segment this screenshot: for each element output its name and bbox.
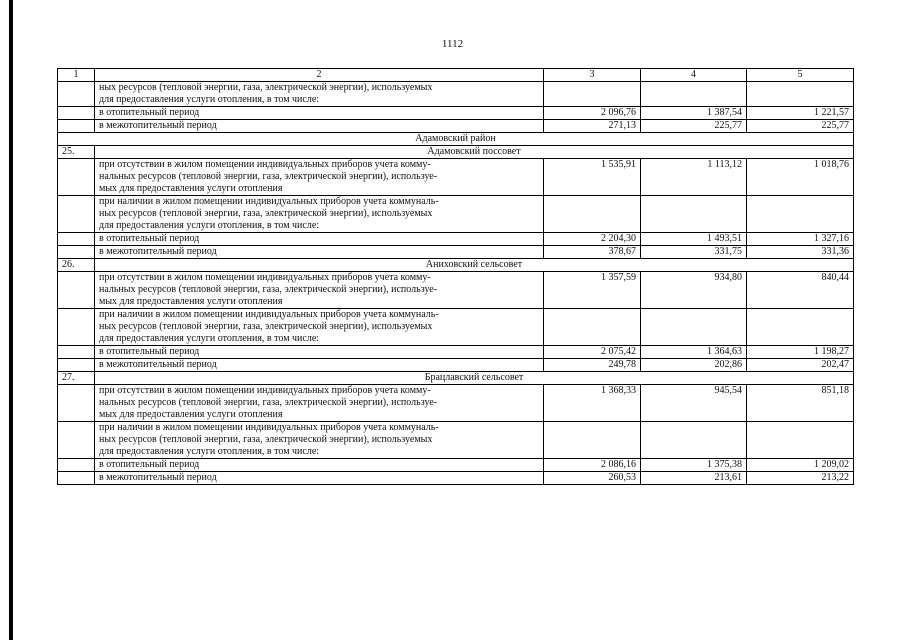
text-line: для предоставления услуги отопления, в том числе: (99, 220, 320, 231)
header-col-1: 1 (58, 69, 95, 82)
row-number (58, 459, 95, 472)
value-cell (544, 196, 641, 233)
row-number (58, 120, 95, 133)
text-line: ных ресурсов (тепловой энергии, газа, электрической энергии), используемых (99, 82, 433, 93)
section-title: Брацлавский сельсовет (95, 372, 854, 385)
value-cell: 1 493,51 (641, 233, 747, 246)
text-line: ных ресурсов (тепловой энергии, газа, электрической энергии), используемых (99, 321, 433, 332)
value-cell (747, 196, 854, 233)
row-number (58, 233, 95, 246)
section-title: Адамовский поссовет (95, 146, 854, 159)
value-cell: 331,36 (747, 246, 854, 259)
table-row (58, 107, 854, 120)
table-row (58, 120, 854, 133)
text-line: нальных ресурсов (тепловой энергии, газа, электрической энергии), используе- (99, 397, 438, 408)
text-line: при наличии в жилом помещении индивидуальных приборов учета коммуналь- (99, 309, 439, 320)
section-number: 27. (58, 372, 95, 385)
value-cell: 1 375,38 (641, 459, 747, 472)
value-cell: 851,18 (747, 385, 854, 422)
row-description (95, 82, 544, 107)
value-cell: 1 209,02 (747, 459, 854, 472)
table-row (58, 272, 854, 309)
text-line: при наличии в жилом помещении индивидуальных приборов учета коммуналь- (99, 422, 439, 433)
header-col-2: 2 (95, 69, 544, 82)
value-cell: 202,47 (747, 359, 854, 372)
text-line: нальных ресурсов (тепловой энергии, газа, электрической энергии), используе- (99, 171, 438, 182)
table-row (58, 359, 854, 372)
section-number: 25. (58, 146, 95, 159)
row-label: в отопительный период (95, 107, 544, 120)
value-cell (641, 82, 747, 107)
row-description (95, 159, 544, 196)
table-row (58, 196, 854, 233)
row-number (58, 359, 95, 372)
row-label: в отопительный период (95, 459, 544, 472)
table-row (58, 82, 854, 107)
row-label: в межотопительный период (95, 246, 544, 259)
value-cell: 249,78 (544, 359, 641, 372)
text-line: ных ресурсов (тепловой энергии, газа, электрической энергии), используемых (99, 434, 433, 445)
header-col-4: 4 (641, 69, 747, 82)
value-cell: 260,53 (544, 472, 641, 485)
value-cell: 840,44 (747, 272, 854, 309)
page-number: 1112 (441, 38, 464, 50)
value-cell: 225,77 (747, 120, 854, 133)
value-cell: 1 221,57 (747, 107, 854, 120)
value-cell (747, 422, 854, 459)
district-title: Адамовский район (58, 133, 854, 146)
row-number (58, 272, 95, 309)
value-cell (544, 422, 641, 459)
section-title-row (58, 259, 854, 272)
text-line: нальных ресурсов (тепловой энергии, газа, электрической энергии), используе- (99, 284, 438, 295)
value-cell (544, 82, 641, 107)
value-cell: 225,77 (641, 120, 747, 133)
table-row (58, 385, 854, 422)
text-line: мых для предоставления услуги отопления (99, 296, 283, 307)
row-number (58, 246, 95, 259)
text-line: мых для предоставления услуги отопления (99, 183, 283, 194)
row-description (95, 196, 544, 233)
value-cell: 2 096,76 (544, 107, 641, 120)
section-number: 26. (58, 259, 95, 272)
row-description (95, 309, 544, 346)
value-cell: 1 113,12 (641, 159, 747, 196)
text-line: при отсутствии в жилом помещении индивидуальных приборов учета комму- (99, 385, 431, 396)
row-number (58, 422, 95, 459)
left-margin-bar (9, 0, 13, 640)
text-line: для предоставления услуги отопления, в том числе: (99, 94, 320, 105)
value-cell: 2 086,16 (544, 459, 641, 472)
table-row (58, 246, 854, 259)
row-number (58, 472, 95, 485)
value-cell: 1 357,59 (544, 272, 641, 309)
value-cell: 2 075,42 (544, 346, 641, 359)
text-line: мых для предоставления услуги отопления (99, 409, 283, 420)
value-cell (641, 422, 747, 459)
table-row (58, 459, 854, 472)
value-cell (544, 309, 641, 346)
row-description (95, 385, 544, 422)
table-row (58, 233, 854, 246)
value-cell: 1 535,91 (544, 159, 641, 196)
row-label: в отопительный период (95, 346, 544, 359)
table-row (58, 309, 854, 346)
tariff-table (57, 68, 854, 485)
value-cell: 213,61 (641, 472, 747, 485)
row-number (58, 385, 95, 422)
row-number (58, 82, 95, 107)
value-cell: 378,67 (544, 246, 641, 259)
value-cell (641, 309, 747, 346)
text-line: ных ресурсов (тепловой энергии, газа, электрической энергии), используемых (99, 208, 433, 219)
section-title-row (58, 372, 854, 385)
row-description (95, 422, 544, 459)
row-label: в межотопительный период (95, 472, 544, 485)
table-row (58, 346, 854, 359)
value-cell: 202,86 (641, 359, 747, 372)
header-col-3: 3 (544, 69, 641, 82)
table-header-row (58, 69, 854, 82)
row-number (58, 196, 95, 233)
row-description (95, 272, 544, 309)
row-label: в отопительный период (95, 233, 544, 246)
table-row (58, 472, 854, 485)
row-label: в межотопительный период (95, 359, 544, 372)
value-cell: 1 368,33 (544, 385, 641, 422)
section-title-row (58, 146, 854, 159)
district-row (58, 133, 854, 146)
row-number (58, 346, 95, 359)
text-line: при отсутствии в жилом помещении индивидуальных приборов учета комму- (99, 272, 431, 283)
section-title: Аниховский сельсовет (95, 259, 854, 272)
value-cell (747, 309, 854, 346)
text-line: для предоставления услуги отопления, в том числе: (99, 333, 320, 344)
value-cell: 331,75 (641, 246, 747, 259)
value-cell: 945,54 (641, 385, 747, 422)
row-number (58, 159, 95, 196)
row-number (58, 107, 95, 120)
table-row (58, 422, 854, 459)
value-cell: 1 387,54 (641, 107, 747, 120)
value-cell: 1 198,27 (747, 346, 854, 359)
value-cell (747, 82, 854, 107)
value-cell: 1 327,16 (747, 233, 854, 246)
row-number (58, 309, 95, 346)
value-cell: 1 018,76 (747, 159, 854, 196)
value-cell: 2 204,30 (544, 233, 641, 246)
header-col-5: 5 (747, 69, 854, 82)
value-cell (641, 196, 747, 233)
row-label: в межотопительный период (95, 120, 544, 133)
text-line: при наличии в жилом помещении индивидуальных приборов учета коммуналь- (99, 196, 439, 207)
value-cell: 213,22 (747, 472, 854, 485)
value-cell: 1 364,63 (641, 346, 747, 359)
value-cell: 271,13 (544, 120, 641, 133)
text-line: при отсутствии в жилом помещении индивидуальных приборов учета комму- (99, 159, 431, 170)
value-cell: 934,80 (641, 272, 747, 309)
text-line: для предоставления услуги отопления, в том числе: (99, 446, 320, 457)
table-row (58, 159, 854, 196)
